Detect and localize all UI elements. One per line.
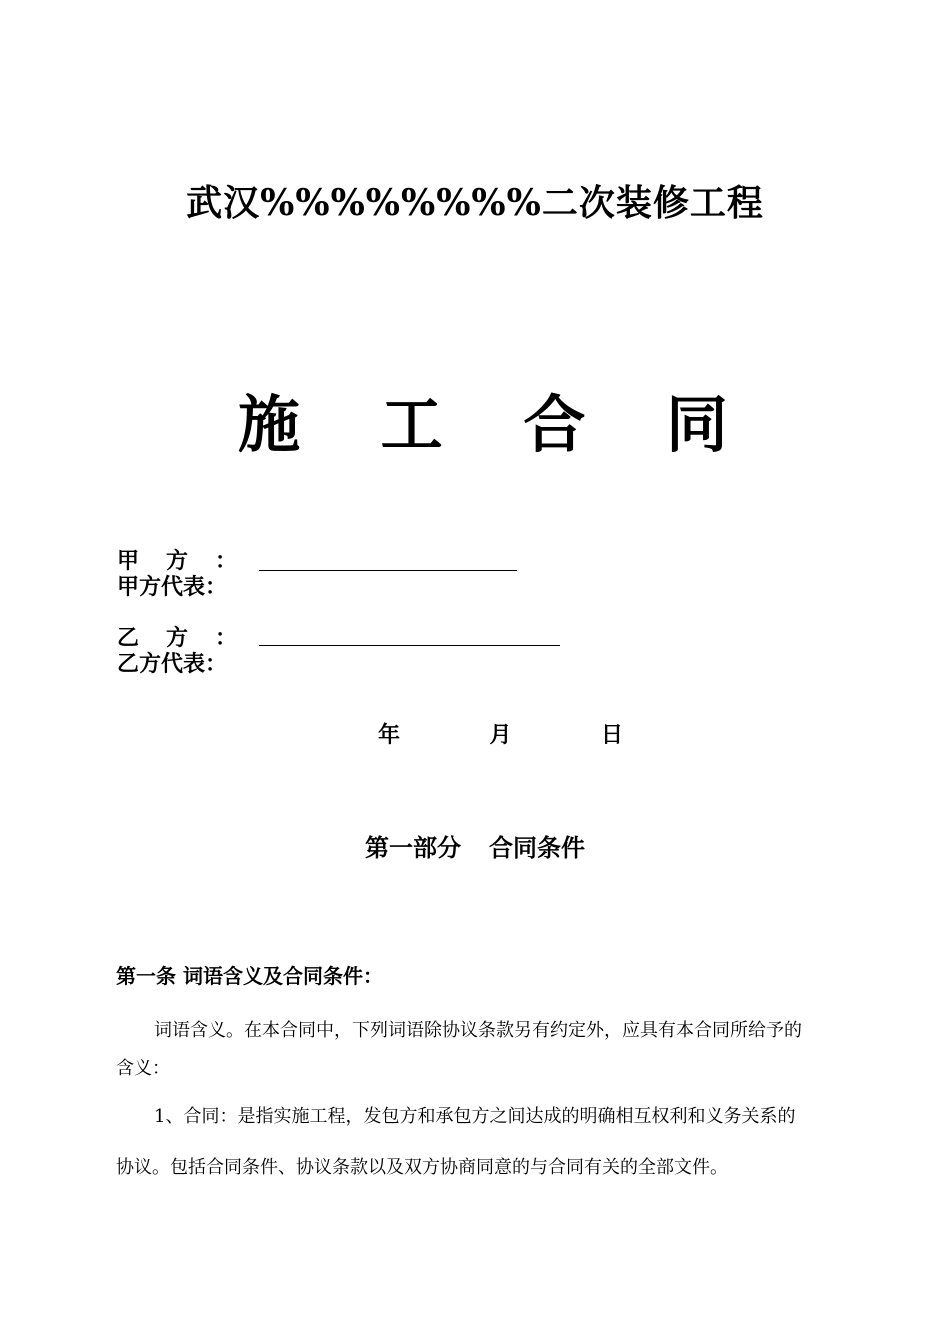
paragraph-intro-line1 xyxy=(116,1016,850,1042)
paragraph-text: 词语含义。在本合同中，下列词语除协议条款另有约定外，应具有本合同所给予的 xyxy=(154,1020,802,1041)
article-heading: 第一条 词语含义及合同条件： xyxy=(116,964,383,988)
paragraph-item1-line1 xyxy=(116,1102,850,1128)
party-b-rep-label: 乙方代表： xyxy=(117,651,228,677)
contract-title-char: 合 xyxy=(523,388,586,461)
party-a-label: 甲方： xyxy=(117,548,237,574)
part-title: 合同条件 xyxy=(489,833,585,862)
contract-title xyxy=(238,375,728,464)
party-b-label: 乙方： xyxy=(117,625,237,651)
date-day: 日 xyxy=(600,722,623,748)
contract-title-char: 工 xyxy=(380,388,443,461)
project-title: 武汉%%%%%%%%二次装修工程 xyxy=(186,182,764,224)
date-month: 月 xyxy=(489,722,512,748)
party-a-blank-line xyxy=(259,570,517,571)
paragraph-item1-line2: 协议。包括合同条件、协议条款以及双方协商同意的与合同有关的全部文件。 xyxy=(116,1157,728,1178)
part-label: 第一部分 xyxy=(365,833,461,862)
party-a-rep-label: 甲方代表： xyxy=(117,574,228,600)
party-b-blank-line xyxy=(259,645,560,646)
contract-title-char: 同 xyxy=(665,388,728,461)
date-year: 年 xyxy=(378,722,401,748)
part-heading xyxy=(0,828,950,863)
contract-title-char: 施 xyxy=(238,388,301,461)
paragraph-intro-line2: 含义： xyxy=(116,1058,170,1079)
paragraph-text: 1、合同：是指实施工程，发包方和承包方之间达成的明确相互权利和义务关系的 xyxy=(154,1106,796,1127)
date-row xyxy=(378,718,623,749)
